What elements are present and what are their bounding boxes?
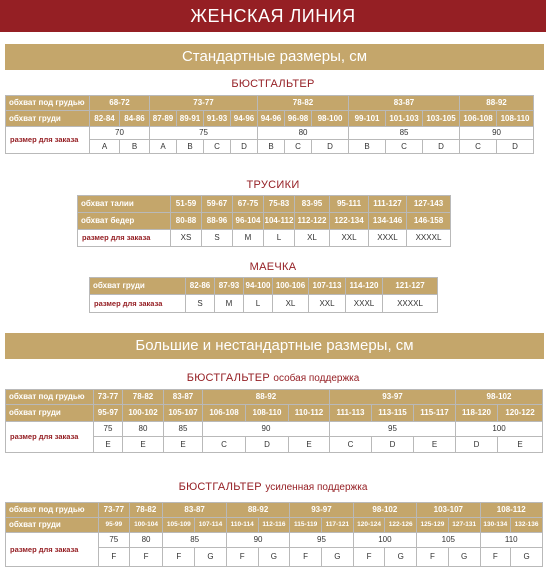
cup-cell: F <box>163 548 195 567</box>
bust-cell: 105-107 <box>164 405 203 422</box>
cup-cell: D <box>456 437 498 453</box>
bust-cell: 94-96 <box>258 111 285 127</box>
bust-label: обхват груди <box>6 518 99 533</box>
underbust-cell: 68-72 <box>90 96 150 111</box>
band-size-cell: 95 <box>330 422 456 437</box>
size-cell: XL <box>273 295 309 313</box>
bust-cell: 103-105 <box>423 111 460 127</box>
order-size-label: размер для заказа <box>6 533 99 567</box>
cup-cell: D <box>372 437 414 453</box>
band-size-cell: 80 <box>129 533 163 548</box>
underbust-cell: 93-97 <box>290 503 353 518</box>
band-size-cell: 95 <box>290 533 353 548</box>
cup-cell: F <box>129 548 163 567</box>
bust-label: обхват груди <box>6 111 90 127</box>
underbust-cell: 83-87 <box>164 390 203 405</box>
bust-cell: 106-108 <box>203 405 246 422</box>
bust-cell: 114-120 <box>346 278 383 295</box>
size-cell: XXL <box>330 230 369 247</box>
cup-cell: D <box>497 140 534 154</box>
band-size-cell: 75 <box>150 127 258 140</box>
waist-cell: 83-95 <box>295 196 330 213</box>
cup-cell: G <box>385 548 417 567</box>
tank-size-table <box>89 277 438 313</box>
cup-cell: G <box>258 548 290 567</box>
waist-cell: 75-83 <box>264 196 295 213</box>
bra-special-table-title <box>0 372 546 384</box>
order-size-label: размер для заказа <box>90 295 186 313</box>
hips-cell: 88-96 <box>202 213 233 230</box>
underbust-cell: 78-82 <box>129 503 163 518</box>
cup-cell: E <box>289 437 330 453</box>
hips-cell: 104-112 <box>264 213 295 230</box>
bust-cell: 107-114 <box>195 518 227 533</box>
bust-cell: 87-93 <box>215 278 244 295</box>
bra-reinforced-table-title <box>0 481 546 493</box>
waist-cell: 95-111 <box>330 196 369 213</box>
bust-cell: 110-112 <box>289 405 330 422</box>
order-size-label: размер для заказа <box>6 422 94 453</box>
band-size-cell: 105 <box>417 533 480 548</box>
cup-cell: E <box>123 437 164 453</box>
hips-cell: 146-158 <box>407 213 451 230</box>
band-size-cell: 80 <box>123 422 164 437</box>
page-title: ЖЕНСКАЯ ЛИНИЯ <box>0 0 546 32</box>
bust-label: обхват груди <box>6 405 94 422</box>
cup-cell: C <box>386 140 423 154</box>
underbust-cell: 88-92 <box>226 503 289 518</box>
cup-cell: F <box>417 548 449 567</box>
band-size-cell: 85 <box>164 422 203 437</box>
tank-table-title: МАЕЧКА <box>249 261 297 273</box>
hips-cell: 112-122 <box>295 213 330 230</box>
cup-cell: C <box>203 437 246 453</box>
bust-cell: 94-100 <box>244 278 273 295</box>
underbust-cell: 103-107 <box>417 503 480 518</box>
band-size-cell: 70 <box>90 127 150 140</box>
bust-cell: 132-136 <box>511 518 543 533</box>
cup-cell: C <box>285 140 312 154</box>
bust-cell: 101-103 <box>386 111 423 127</box>
band-size-cell: 85 <box>163 533 226 548</box>
bust-cell: 122-126 <box>385 518 417 533</box>
bra-reinforced-subtitle: усиленная поддержка <box>265 482 368 493</box>
size-cell: XXL <box>309 295 346 313</box>
bust-cell: 108-110 <box>246 405 289 422</box>
bust-cell: 94-96 <box>231 111 258 127</box>
size-cell: XXXL <box>346 295 383 313</box>
cup-cell: G <box>511 548 543 567</box>
band-size-cell: 75 <box>99 533 130 548</box>
cup-cell: D <box>246 437 289 453</box>
bust-cell: 100-104 <box>129 518 163 533</box>
bra-reinforced-size-table <box>5 502 543 567</box>
bust-cell: 106-108 <box>460 111 497 127</box>
bust-cell: 130-134 <box>480 518 511 533</box>
bust-cell: 110-114 <box>226 518 258 533</box>
band-size-cell: 90 <box>203 422 330 437</box>
panties-size-table <box>77 195 451 247</box>
cup-cell: F <box>290 548 322 567</box>
cup-cell: B <box>120 140 150 154</box>
bust-cell: 113-115 <box>372 405 414 422</box>
cup-cell: A <box>150 140 177 154</box>
bust-cell: 96-98 <box>285 111 312 127</box>
order-size-label: размер для заказа <box>6 127 90 154</box>
cup-cell: F <box>99 548 130 567</box>
hips-cell: 122-134 <box>330 213 369 230</box>
bust-cell: 121-127 <box>383 278 438 295</box>
hips-cell: 134-146 <box>369 213 407 230</box>
bust-cell: 127-131 <box>448 518 480 533</box>
cup-cell: B <box>349 140 386 154</box>
bust-cell: 120-122 <box>498 405 543 422</box>
size-cell: M <box>233 230 264 247</box>
size-cell: XXXL <box>369 230 407 247</box>
bust-label: обхват груди <box>90 278 186 295</box>
bust-cell: 118-120 <box>456 405 498 422</box>
bust-cell: 91-93 <box>204 111 231 127</box>
bust-cell: 84-86 <box>120 111 150 127</box>
band-size-cell: 85 <box>349 127 460 140</box>
cup-cell: D <box>231 140 258 154</box>
hips-cell: 96-104 <box>233 213 264 230</box>
cup-cell: A <box>90 140 120 154</box>
hips-label: обхват бедер <box>78 213 171 230</box>
cup-cell: C <box>330 437 372 453</box>
bust-cell: 98-100 <box>312 111 349 127</box>
bust-cell: 95-99 <box>99 518 130 533</box>
bust-cell: 111-113 <box>330 405 372 422</box>
bra-special-size-table <box>5 389 543 453</box>
underbust-label: обхват под грудью <box>6 96 90 111</box>
underbust-cell: 98-102 <box>353 503 416 518</box>
size-cell: S <box>186 295 215 313</box>
bust-cell: 107-113 <box>309 278 346 295</box>
band-size-cell: 110 <box>480 533 542 548</box>
cup-cell: F <box>480 548 511 567</box>
cup-cell: F <box>226 548 258 567</box>
band-size-cell: 90 <box>226 533 289 548</box>
size-cell: L <box>244 295 273 313</box>
section-standard-sizes: Стандартные размеры, см <box>5 44 544 70</box>
underbust-cell: 83-87 <box>349 96 460 111</box>
bra-special-subtitle: особая поддержка <box>273 373 360 384</box>
cup-cell: E <box>498 437 543 453</box>
cup-cell: B <box>258 140 285 154</box>
waist-cell: 127-143 <box>407 196 451 213</box>
bust-cell: 120-124 <box>353 518 385 533</box>
bust-cell: 82-84 <box>90 111 120 127</box>
cup-cell: F <box>353 548 385 567</box>
underbust-cell: 78-82 <box>258 96 349 111</box>
size-cell: XS <box>171 230 202 247</box>
bust-cell: 115-119 <box>290 518 322 533</box>
bra-size-table <box>5 95 534 154</box>
size-cell: XXXXL <box>383 295 438 313</box>
underbust-cell: 88-92 <box>203 390 330 405</box>
cup-cell: D <box>423 140 460 154</box>
underbust-cell: 73-77 <box>94 390 123 405</box>
underbust-cell: 98-102 <box>456 390 543 405</box>
cup-cell: E <box>94 437 123 453</box>
bust-cell: 95-97 <box>94 405 123 422</box>
underbust-cell: 78-82 <box>123 390 164 405</box>
cup-cell: C <box>460 140 497 154</box>
underbust-cell: 83-87 <box>163 503 226 518</box>
bust-cell: 100-106 <box>273 278 309 295</box>
bust-cell: 125-129 <box>417 518 449 533</box>
hips-cell: 80-88 <box>171 213 202 230</box>
waist-label: обхват талии <box>78 196 171 213</box>
bust-cell: 87-89 <box>150 111 177 127</box>
cup-cell: E <box>414 437 456 453</box>
order-size-label: размер для заказа <box>78 230 171 247</box>
band-size-cell: 80 <box>258 127 349 140</box>
size-cell: L <box>264 230 295 247</box>
size-cell: S <box>202 230 233 247</box>
cup-cell: B <box>177 140 204 154</box>
bra-table-title: БЮСТГАЛЬТЕР <box>231 78 315 90</box>
bust-cell: 99-101 <box>349 111 386 127</box>
waist-cell: 67-75 <box>233 196 264 213</box>
waist-cell: 59-67 <box>202 196 233 213</box>
size-cell: XL <box>295 230 330 247</box>
size-cell: XXXXL <box>407 230 451 247</box>
bust-cell: 100-102 <box>123 405 164 422</box>
underbust-cell: 108-112 <box>480 503 542 518</box>
cup-cell: G <box>321 548 353 567</box>
underbust-cell: 93-97 <box>330 390 456 405</box>
cup-cell: E <box>164 437 203 453</box>
underbust-label: обхват под грудью <box>6 503 99 518</box>
underbust-cell: 73-77 <box>99 503 130 518</box>
panties-table-title: ТРУСИКИ <box>246 179 300 191</box>
bust-cell: 82-86 <box>186 278 215 295</box>
cup-cell: D <box>312 140 349 154</box>
cup-cell: G <box>448 548 480 567</box>
bra-special-title: БЮСТГАЛЬТЕР <box>186 372 271 384</box>
cup-cell: G <box>195 548 227 567</box>
band-size-cell: 90 <box>460 127 534 140</box>
band-size-cell: 100 <box>456 422 543 437</box>
bust-cell: 112-116 <box>258 518 290 533</box>
bra-reinforced-title: БЮСТГАЛЬТЕР <box>178 481 262 493</box>
underbust-cell: 88-92 <box>460 96 534 111</box>
section-large-sizes: Большие и нестандартные размеры, см <box>5 333 544 359</box>
bust-cell: 117-121 <box>321 518 353 533</box>
bust-cell: 89-91 <box>177 111 204 127</box>
band-size-cell: 75 <box>94 422 123 437</box>
underbust-cell: 73-77 <box>150 96 258 111</box>
bust-cell: 115-117 <box>414 405 456 422</box>
bust-cell: 105-109 <box>163 518 195 533</box>
bust-cell: 108-110 <box>497 111 534 127</box>
waist-cell: 51-59 <box>171 196 202 213</box>
underbust-label: обхват под грудью <box>6 390 94 405</box>
size-cell: M <box>215 295 244 313</box>
cup-cell: C <box>204 140 231 154</box>
waist-cell: 111-127 <box>369 196 407 213</box>
band-size-cell: 100 <box>353 533 416 548</box>
